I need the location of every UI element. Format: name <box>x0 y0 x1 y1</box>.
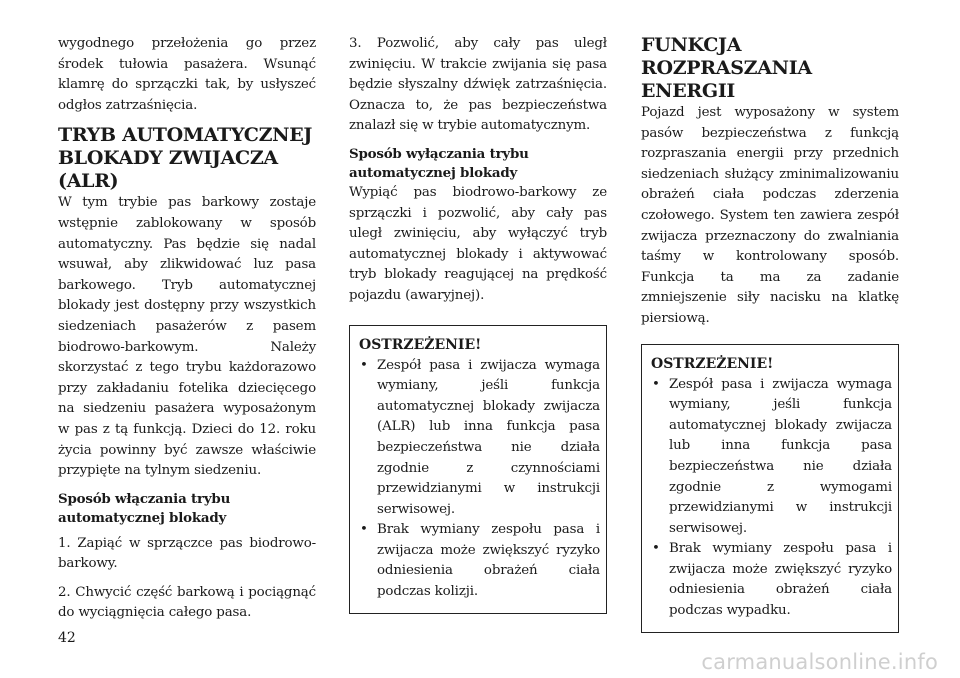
warning-box <box>641 344 899 633</box>
warning-box <box>349 325 607 614</box>
warning-title: OSTRZEŻENIE! <box>359 336 482 353</box>
warning-item <box>359 520 600 602</box>
warning-item <box>651 375 892 540</box>
warning-item-text: Brak wymiany zespołu pasa i zwijacza może zwiększyć ryzyko odniesienia obrażeń ciała podczas wypadku. <box>669 541 892 619</box>
warning-title: OSTRZEŻENIE! <box>651 355 774 372</box>
energy-description: Pojazd jest wyposażony w system pasów bezpieczeństwa z funkcją rozpraszania energii przy przednich siedzeniach służący zminimalizowaniu obrażeń ciała podczas zderzenia czołowego. System ten zawiera zespół zwijacza przeznaczony do zwalniania taśmy w kontrolowany sposób. Funkcja ta ma za zadanie zmniejszenie siły nacisku na klatkę piersiową. <box>641 105 899 326</box>
step-2: 2. Chwycić część barkową i pociągnąć do wyciągnięcia całego pasa. <box>58 584 316 621</box>
warning-item-text: Brak wymiany zespołu pasa i zwijacza może zwiększyć ryzyko odniesienia obrażeń ciała podczas kolizji. <box>377 522 600 600</box>
column-right <box>641 34 899 633</box>
bullet-icon: • <box>652 376 660 392</box>
page-number: 42 <box>58 630 76 646</box>
bullet-icon: • <box>360 357 368 373</box>
step-3: 3. Pozwolić, aby cały pas uległ zwinięciu. W trakcie zwijania się pasa będzie słyszalny dźwięk zatrzaśnięcia. Oznacza to, że pas bezpieczeństwa znalazł się w trybie automatycznym. <box>349 36 607 134</box>
bullet-icon: • <box>360 522 368 538</box>
disable-alr-description: Wypiąć pas biodrowo-barkowy ze sprzączki i pozwolić, aby cały pas uległ zwinięciu, aby wyłączyć tryb automatycznej blokady i aktywować tryb blokady reagującej na prędkość pojazdu (awaryjnej). <box>349 184 607 303</box>
section-heading-energy: FUNKCJA ROZPRASZANIA ENERGII <box>641 34 812 102</box>
bullet-icon: • <box>652 541 660 557</box>
section-heading-alr: TRYB AUTOMATYCZNEJ BLOKADY ZWIJACZA (ALR) <box>58 124 313 193</box>
enable-alr-subheading: Sposób włączania trybu automatycznej blokady <box>58 490 231 526</box>
watermark: carmanualsonline.info <box>701 650 938 674</box>
intro-paragraph: wygodnego przełożenia go przez środek tułowia pasażera. Wsunąć klamrę do sprzączki tak, by usłyszeć odgłos zatrzaśnięcia. <box>58 36 316 113</box>
alr-description: W tym trybie pas barkowy zostaje wstępnie zablokowany w sposób automatyczny. Pas będzie się nadal wsuwał, aby zlikwidować luz pasa barkowego. Tryb automatycznej blokady jest dostępny przy wszystkich siedzeniach pasażerów z pasem biodrowo-barkowym. Należy skorzystać z tego trybu każdorazowo przy zakładaniu fotelika dziecięcego na siedzeniu pasażera wyposażonym w pas z tą funkcją. Dzieci do 12. roku życia powinny być zawsze właściwie przypięte na tylnym siedzeniu. <box>58 195 316 479</box>
warning-item-text: Zespół pasa i zwijacza wymaga wymiany, jeśli funkcja automatycznej blokady zwijacza lub inna funkcja pasa bezpieczeństwa nie działa zgodnie z wymogami przewidzianymi w instrukcji serwisowej. <box>669 376 892 536</box>
column-left <box>58 34 316 632</box>
warning-list <box>359 356 600 603</box>
warning-list <box>651 375 892 622</box>
step-1: 1. Zapiąć w sprzączce pas biodrowo-barkowy. <box>58 535 316 572</box>
column-middle <box>349 34 607 614</box>
warning-item <box>651 539 892 621</box>
disable-alr-subheading: Sposób wyłączania trybu automatycznej blokady <box>349 145 529 181</box>
warning-item <box>359 356 600 521</box>
warning-item-text: Zespół pasa i zwijacza wymaga wymiany, jeśli funkcja automatycznej blokady zwijacza (ALR) lub inna funkcja pasa bezpieczeństwa nie działa zgodnie z czynnościami przewidzianymi w instrukcji serwisowej. <box>377 357 600 517</box>
